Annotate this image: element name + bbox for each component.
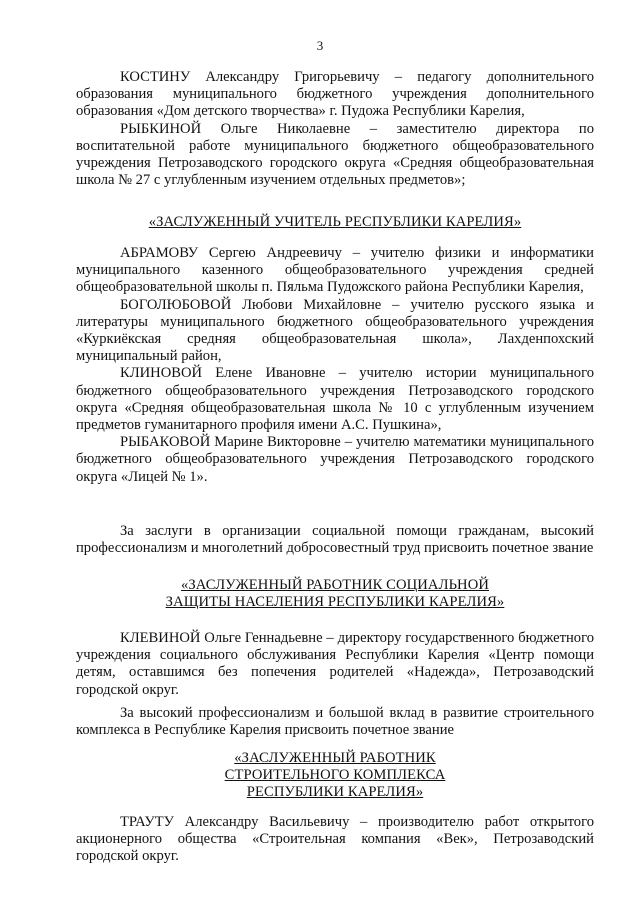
- award-paragraph: КЛЕВИНОЙ Ольге Геннадьевне – директору государственного бюджетного учреждения социального обслуживания Республики Карелия «Центр помощи детям, оставшимся без попечения родителей «Надежда», Петрозаводский городской округ.: [76, 630, 594, 698]
- page-number: 3: [316, 38, 324, 53]
- intro-social-section: [76, 523, 594, 557]
- title-honored-social-worker: [76, 577, 594, 611]
- award-list-construction: [76, 814, 594, 866]
- award-list-top: [76, 69, 594, 189]
- award-list-teachers: [76, 245, 594, 486]
- title-line: СТРОИТЕЛЬНОГО КОМПЛЕКСА: [224, 767, 446, 783]
- intro-paragraph: За заслуги в организации социальной помощи гражданам, высокий профессионализм и многолетний добросовестный труд присвоить почетное звание: [76, 523, 594, 557]
- award-paragraph: РЫБКИНОЙ Ольге Николаевне – заместителю директора по воспитательной работе муниципального бюджетного общеобразовательного учреждения Петрозаводского городского округа «Средняя общеобразовательная школа № 27 с углубленным изучением отдельных предметов»;: [76, 120, 594, 189]
- award-paragraph: ТРАУТУ Александру Васильевичу – производителю работ открытого акционерного общества «Строительная компания «Век», Петрозаводский городской округ.: [76, 814, 594, 865]
- title-honored-construction-worker: [76, 750, 594, 801]
- title-line: «ЗАСЛУЖЕННЫЙ РАБОТНИК СОЦИАЛЬНОЙ: [181, 577, 489, 593]
- title-line: ЗАЩИТЫ НАСЕЛЕНИЯ РЕСПУБЛИКИ КАРЕЛИЯ»: [165, 594, 505, 610]
- award-paragraph: РЫБАКОВОЙ Марине Викторовне – учителю математики муниципального бюджетного общеобразовательного учреждения Петрозаводского городского округа «Лицей № 1».: [76, 434, 594, 485]
- award-list-social: [76, 630, 594, 699]
- title-line: РЕСПУБЛИКИ КАРЕЛИЯ»: [246, 784, 424, 800]
- title-line: «ЗАСЛУЖЕННЫЙ РАБОТНИК: [234, 750, 436, 766]
- intro-construction-section: [76, 705, 594, 739]
- award-paragraph: БОГОЛЮБОВОЙ Любови Михайловне – учителю русского языка и литературы муниципального бюджетного общеобразовательного учреждения «Куркиёкская средняя общеобразовательная школа», Лахденпохский муниципальный район,: [76, 296, 594, 365]
- award-paragraph: КЛИНОВОЙ Елене Ивановне – учителю истории муниципального бюджетного общеобразовательного учреждения Петрозаводского городского округа «Средняя общеобразовательная школа № 10 с углубленным изучением предметов гуманитарного профиля имени А.С. Пушкина»,: [76, 365, 594, 434]
- award-paragraph: АБРАМОВУ Сергею Андреевичу – учителю физики и информатики муниципального казенного общеобразовательного учреждения средней общеобразовательной школы п. Пяльма Пудожского района Республики Карелия,: [76, 245, 594, 296]
- title-honored-teacher: «ЗАСЛУЖЕННЫЙ УЧИТЕЛЬ РЕСПУБЛИКИ КАРЕЛИЯ»: [148, 214, 522, 230]
- intro-paragraph: За высокий профессионализм и большой вклад в развитие строительного комплекса в Республике Карелия присвоить почетное звание: [76, 705, 594, 739]
- award-paragraph: КОСТИНУ Александру Григорьевичу – педагогу дополнительного образования муниципального бюджетного учреждения дополнительного образования «Дом детского творчества» г. Пудожа Республики Карелия,: [76, 69, 594, 120]
